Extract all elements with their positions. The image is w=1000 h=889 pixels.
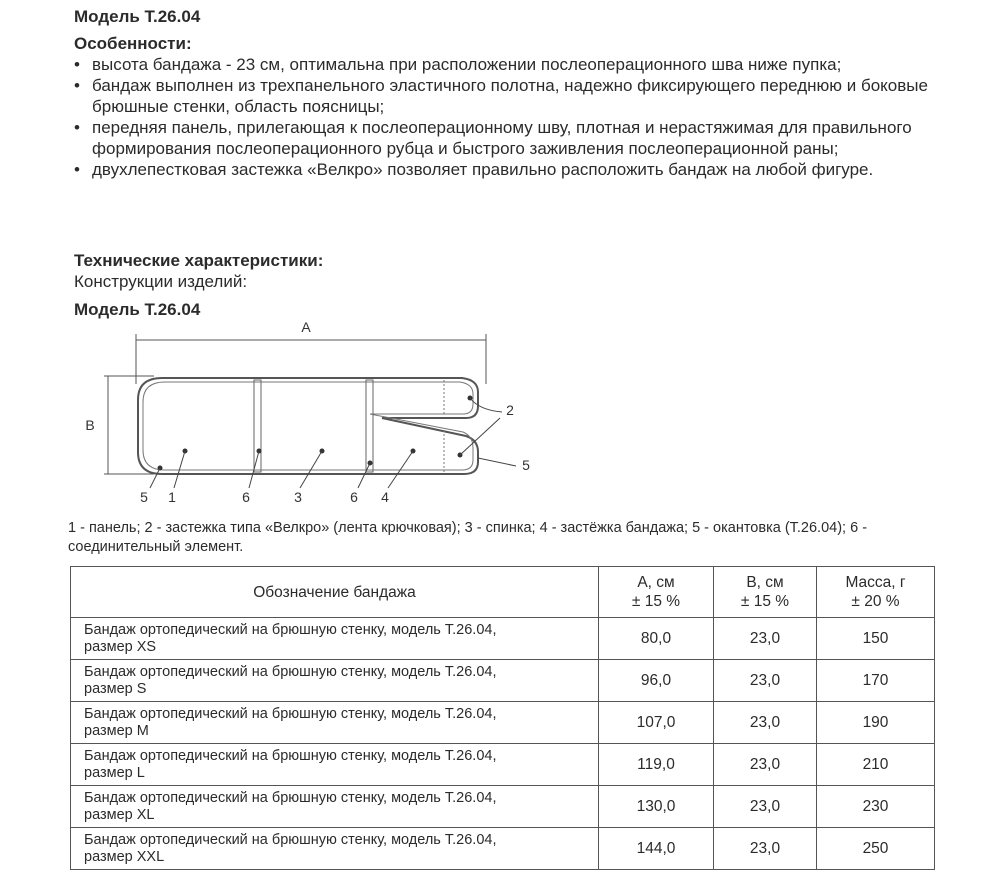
cell-b: 23,0 xyxy=(714,828,817,870)
cell-name xyxy=(71,828,599,870)
model-title: Модель Т.26.04 xyxy=(74,7,201,26)
cell-name-line1: Бандаж ортопедический на брюшную стенку, модель Т.26.04, xyxy=(84,663,497,680)
cell-name-line1: Бандаж ортопедический на брюшную стенку, модель Т.26.04, xyxy=(84,747,497,764)
cell-a: 119,0 xyxy=(599,744,714,786)
col-header-name: Обозначение бандажа xyxy=(71,567,599,618)
cell-name-line1: Бандаж ортопедический на брюшную стенку, модель Т.26.04, xyxy=(84,621,497,638)
dim-b-label: В xyxy=(85,417,95,433)
cell-a: 96,0 xyxy=(599,660,714,702)
table-row xyxy=(71,660,935,702)
cell-name xyxy=(71,744,599,786)
table-header-row xyxy=(71,567,935,618)
callout-label: 5 xyxy=(522,457,530,473)
leader-line xyxy=(478,458,516,466)
col-header-b-line1: В, см xyxy=(746,574,784,591)
table-row xyxy=(71,786,935,828)
cell-mass: 190 xyxy=(817,702,935,744)
tech-heading: Технические характеристики: xyxy=(74,251,324,270)
callout-label: 6 xyxy=(350,489,358,505)
cell-a: 107,0 xyxy=(599,702,714,744)
leader-line xyxy=(470,398,502,412)
callout-label: 4 xyxy=(381,489,389,505)
col-header-mass-line1: Масса, г xyxy=(845,574,906,591)
diagram-legend: 1 - панель; 2 - застежка типа «Велкро» (лента крючковая); 3 - спинка; 4 - застёжка бандажа; 5 - окантовка (Т.26.04); 6 - соединительный элемент. xyxy=(68,520,868,555)
feature-item: • бандаж выполнен из трехпанельного эластичного полотна, надежно фиксирующего переднюю и боковые брюшные стенки, область поясницы; xyxy=(74,75,934,117)
feature-item: • двухлепестковая застежка «Велкро» позволяет правильно расположить бандаж на любой фигуре. xyxy=(74,159,934,180)
table-row xyxy=(71,744,935,786)
bandage-diagram xyxy=(74,318,574,518)
table-row xyxy=(71,828,935,870)
cell-name xyxy=(71,702,599,744)
cell-name-line2: размер M xyxy=(84,722,149,739)
cell-mass: 170 xyxy=(817,660,935,702)
table-row xyxy=(71,618,935,660)
col-header-b-line2: ± 15 % xyxy=(740,593,790,610)
col-header-mass-line2: ± 20 % xyxy=(851,593,900,610)
cell-mass: 210 xyxy=(817,744,935,786)
callout-label: 2 xyxy=(506,402,514,418)
bandage-outline xyxy=(138,378,478,474)
cell-name xyxy=(71,618,599,660)
connecting-element-right xyxy=(366,380,373,472)
cell-b: 23,0 xyxy=(714,744,817,786)
col-header-a-line1: А, см xyxy=(637,574,675,591)
cell-a: 130,0 xyxy=(599,786,714,828)
table-row xyxy=(71,702,935,744)
callout-label: 3 xyxy=(294,489,302,505)
cell-name-line2: размер S xyxy=(84,680,147,697)
cell-name-line2: размер XS xyxy=(84,638,157,655)
cell-b: 23,0 xyxy=(714,786,817,828)
cell-mass: 250 xyxy=(817,828,935,870)
cell-name-line2: размер XL xyxy=(84,806,155,823)
callout-label: 5 xyxy=(140,489,148,505)
cell-name-line1: Бандаж ортопедический на брюшную стенку, модель Т.26.04, xyxy=(84,789,497,806)
cell-mass: 150 xyxy=(817,618,935,660)
col-header-mass xyxy=(817,567,935,618)
features-list xyxy=(74,54,934,180)
leader-line xyxy=(358,463,370,488)
cell-a: 144,0 xyxy=(599,828,714,870)
dim-a-label: А xyxy=(301,319,311,335)
callout-label: 6 xyxy=(242,489,250,505)
cell-b: 23,0 xyxy=(714,702,817,744)
callout-label: 1 xyxy=(168,489,176,505)
cell-name-line2: размер XXL xyxy=(84,848,165,865)
col-header-a-line2: ± 15 % xyxy=(631,593,681,610)
cell-mass: 230 xyxy=(817,786,935,828)
cell-name xyxy=(71,786,599,828)
cell-a: 80,0 xyxy=(599,618,714,660)
leader-line xyxy=(150,468,160,488)
cell-b: 23,0 xyxy=(714,618,817,660)
cell-name xyxy=(71,660,599,702)
cell-name-line1: Бандаж ортопедический на брюшную стенку, модель Т.26.04, xyxy=(84,831,497,848)
cell-b: 23,0 xyxy=(714,660,817,702)
diagram-model-title: Модель Т.26.04 xyxy=(74,300,201,319)
col-header-a xyxy=(599,567,714,618)
feature-item: • высота бандажа - 23 см, оптимальна при расположении послеоперационного шва ниже пупка; xyxy=(74,54,934,75)
feature-item: • передняя панель, прилегающая к послеоперационному шву, плотная и нерастяжимая для правильного формирования послеоперационного рубца и быстрого заживления послеоперационной раны; xyxy=(74,117,934,159)
features-heading: Особенности: xyxy=(74,34,192,53)
cell-name-line1: Бандаж ортопедический на брюшную стенку, модель Т.26.04, xyxy=(84,705,497,722)
col-header-b xyxy=(714,567,817,618)
size-table xyxy=(70,566,935,870)
cell-name-line2: размер L xyxy=(84,764,145,781)
construction-label: Конструкции изделий: xyxy=(74,272,248,291)
